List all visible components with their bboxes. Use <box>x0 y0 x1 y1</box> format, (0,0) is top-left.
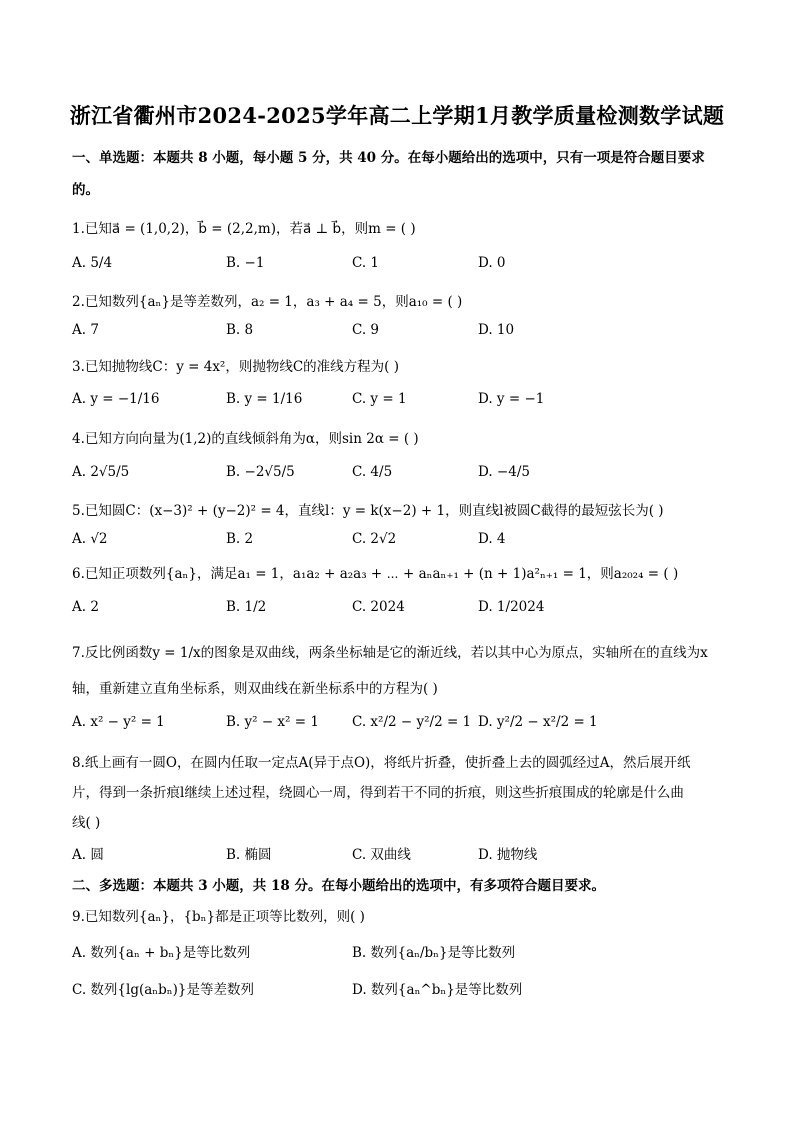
q3-option-c: C. y = 1 <box>352 391 407 407</box>
q3-option-b: B. y = 1/16 <box>226 391 303 407</box>
q3-option-d: D. y = −1 <box>478 391 545 407</box>
q1-option-c: C. 1 <box>352 255 380 271</box>
q1-option-a: A. 5/4 <box>72 255 113 271</box>
question-2-stem: 2.已知数列{aₙ}是等差数列，a₂ = 1，a₃ + a₄ = 5，则a₁₀ = ( ) <box>72 294 463 310</box>
q2-option-a: A. 7 <box>72 322 99 338</box>
q9-option-a: A. 数列{aₙ + bₙ}是等比数列 <box>72 945 251 961</box>
q2-option-b: B. 8 <box>226 322 254 338</box>
q1-option-b: B. −1 <box>226 255 265 271</box>
q5-option-b: B. 2 <box>226 531 254 547</box>
q9-option-d: D. 数列{aₙ^bₙ}是等比数列 <box>352 982 523 998</box>
q8-option-a: A. 圆 <box>72 847 104 863</box>
q7-option-d: D. y²/2 − x²/2 = 1 <box>478 714 598 730</box>
question-8-stem-line3: 线( ) <box>72 815 101 831</box>
q8-option-b: B. 椭圆 <box>226 847 272 863</box>
q6-option-d: D. 1/2024 <box>478 599 545 615</box>
question-4-stem: 4.已知方向向量为(1,2)的直线倾斜角为α，则sin 2α = ( ) <box>72 431 419 447</box>
q5-option-d: D. 4 <box>478 531 506 547</box>
section2-heading: 二、多选题：本题共 3 小题，共 18 分。在每小题给出的选项中，有多项符合题目要求。 <box>72 878 605 894</box>
q5-option-c: C. 2√2 <box>352 531 397 547</box>
question-8-stem-line2: 片，得到一条折痕l继续上述过程，绕圆心一周，得到若干不同的折痕，则这些折痕围成的轮廓是什么曲 <box>72 785 684 801</box>
q7-option-b: B. y² − x² = 1 <box>226 714 319 730</box>
question-8-stem-line1: 8.纸上画有一圆O，在圆内任取一定点A(异于点O)，将纸片折叠，使折叠上去的圆弧经过A，然后展开纸 <box>72 755 691 771</box>
q6-option-b: B. 1/2 <box>226 599 267 615</box>
q9-option-b: B. 数列{aₙ/bₙ}是等比数列 <box>352 945 516 961</box>
q7-option-c: C. x²/2 − y²/2 = 1 <box>352 714 472 730</box>
q2-option-d: D. 10 <box>478 322 515 338</box>
question-7-stem-line2: 轴，重新建立直角坐标系，则双曲线在新坐标系中的方程为( ) <box>72 681 438 697</box>
q2-option-c: C. 9 <box>352 322 380 338</box>
q8-option-d: D. 抛物线 <box>478 847 538 863</box>
question-3-stem: 3.已知抛物线C：y = 4x²，则抛物线C的准线方程为( ) <box>72 359 399 375</box>
section1-heading-line1: 一、单选题：本题共 8 小题，每小题 5 分，共 40 分。在每小题给出的选项中，只有一项是符合题目要求 <box>72 150 705 166</box>
page-title: 浙江省衢州市2024-2025学年高二上学期1月教学质量检测数学试题 <box>69 103 725 128</box>
q8-option-c: C. 双曲线 <box>352 847 411 863</box>
question-5-stem: 5.已知圆C：(x−3)² + (y−2)² = 4，直线l：y = k(x−2) + 1，则直线l被圆C截得的最短弦长为( ) <box>72 503 664 519</box>
q1-option-d: D. 0 <box>478 255 506 271</box>
q3-option-a: A. y = −1/16 <box>72 391 160 407</box>
question-9-stem: 9.已知数列{aₙ}，{bₙ}都是正项等比数列，则( ) <box>72 909 365 925</box>
q4-option-a: A. 2√5/5 <box>72 464 130 480</box>
question-7-stem-line1: 7.反比例函数y = 1/x的图象是双曲线，两条坐标轴是它的渐近线，若以其中心为原点，实轴所在的直线为x <box>72 645 708 661</box>
question-1-stem: 1.已知a⃗ = (1,0,2)，b⃗ = (2,2,m)，若a⃗ ⊥ b⃗，则m = ( ) <box>72 221 416 237</box>
section1-heading-line2: 的。 <box>72 182 99 198</box>
q7-option-a: A. x² − y² = 1 <box>72 714 165 730</box>
q4-option-b: B. −2√5/5 <box>226 464 295 480</box>
q6-option-a: A. 2 <box>72 599 99 615</box>
q6-option-c: C. 2024 <box>352 599 405 615</box>
q4-option-c: C. 4/5 <box>352 464 393 480</box>
q5-option-a: A. √2 <box>72 531 108 547</box>
question-6-stem: 6.已知正项数列{aₙ}，满足a₁ = 1，a₁a₂ + a₂a₃ + ⋯ + aₙaₙ₊₁ + (n + 1)a²ₙ₊₁ = 1，则a₂₀₂₄ = ( ) <box>72 566 679 582</box>
q4-option-d: D. −4/5 <box>478 464 530 480</box>
q9-option-c: C. 数列{lg(aₙbₙ)}是等差数列 <box>72 982 254 998</box>
